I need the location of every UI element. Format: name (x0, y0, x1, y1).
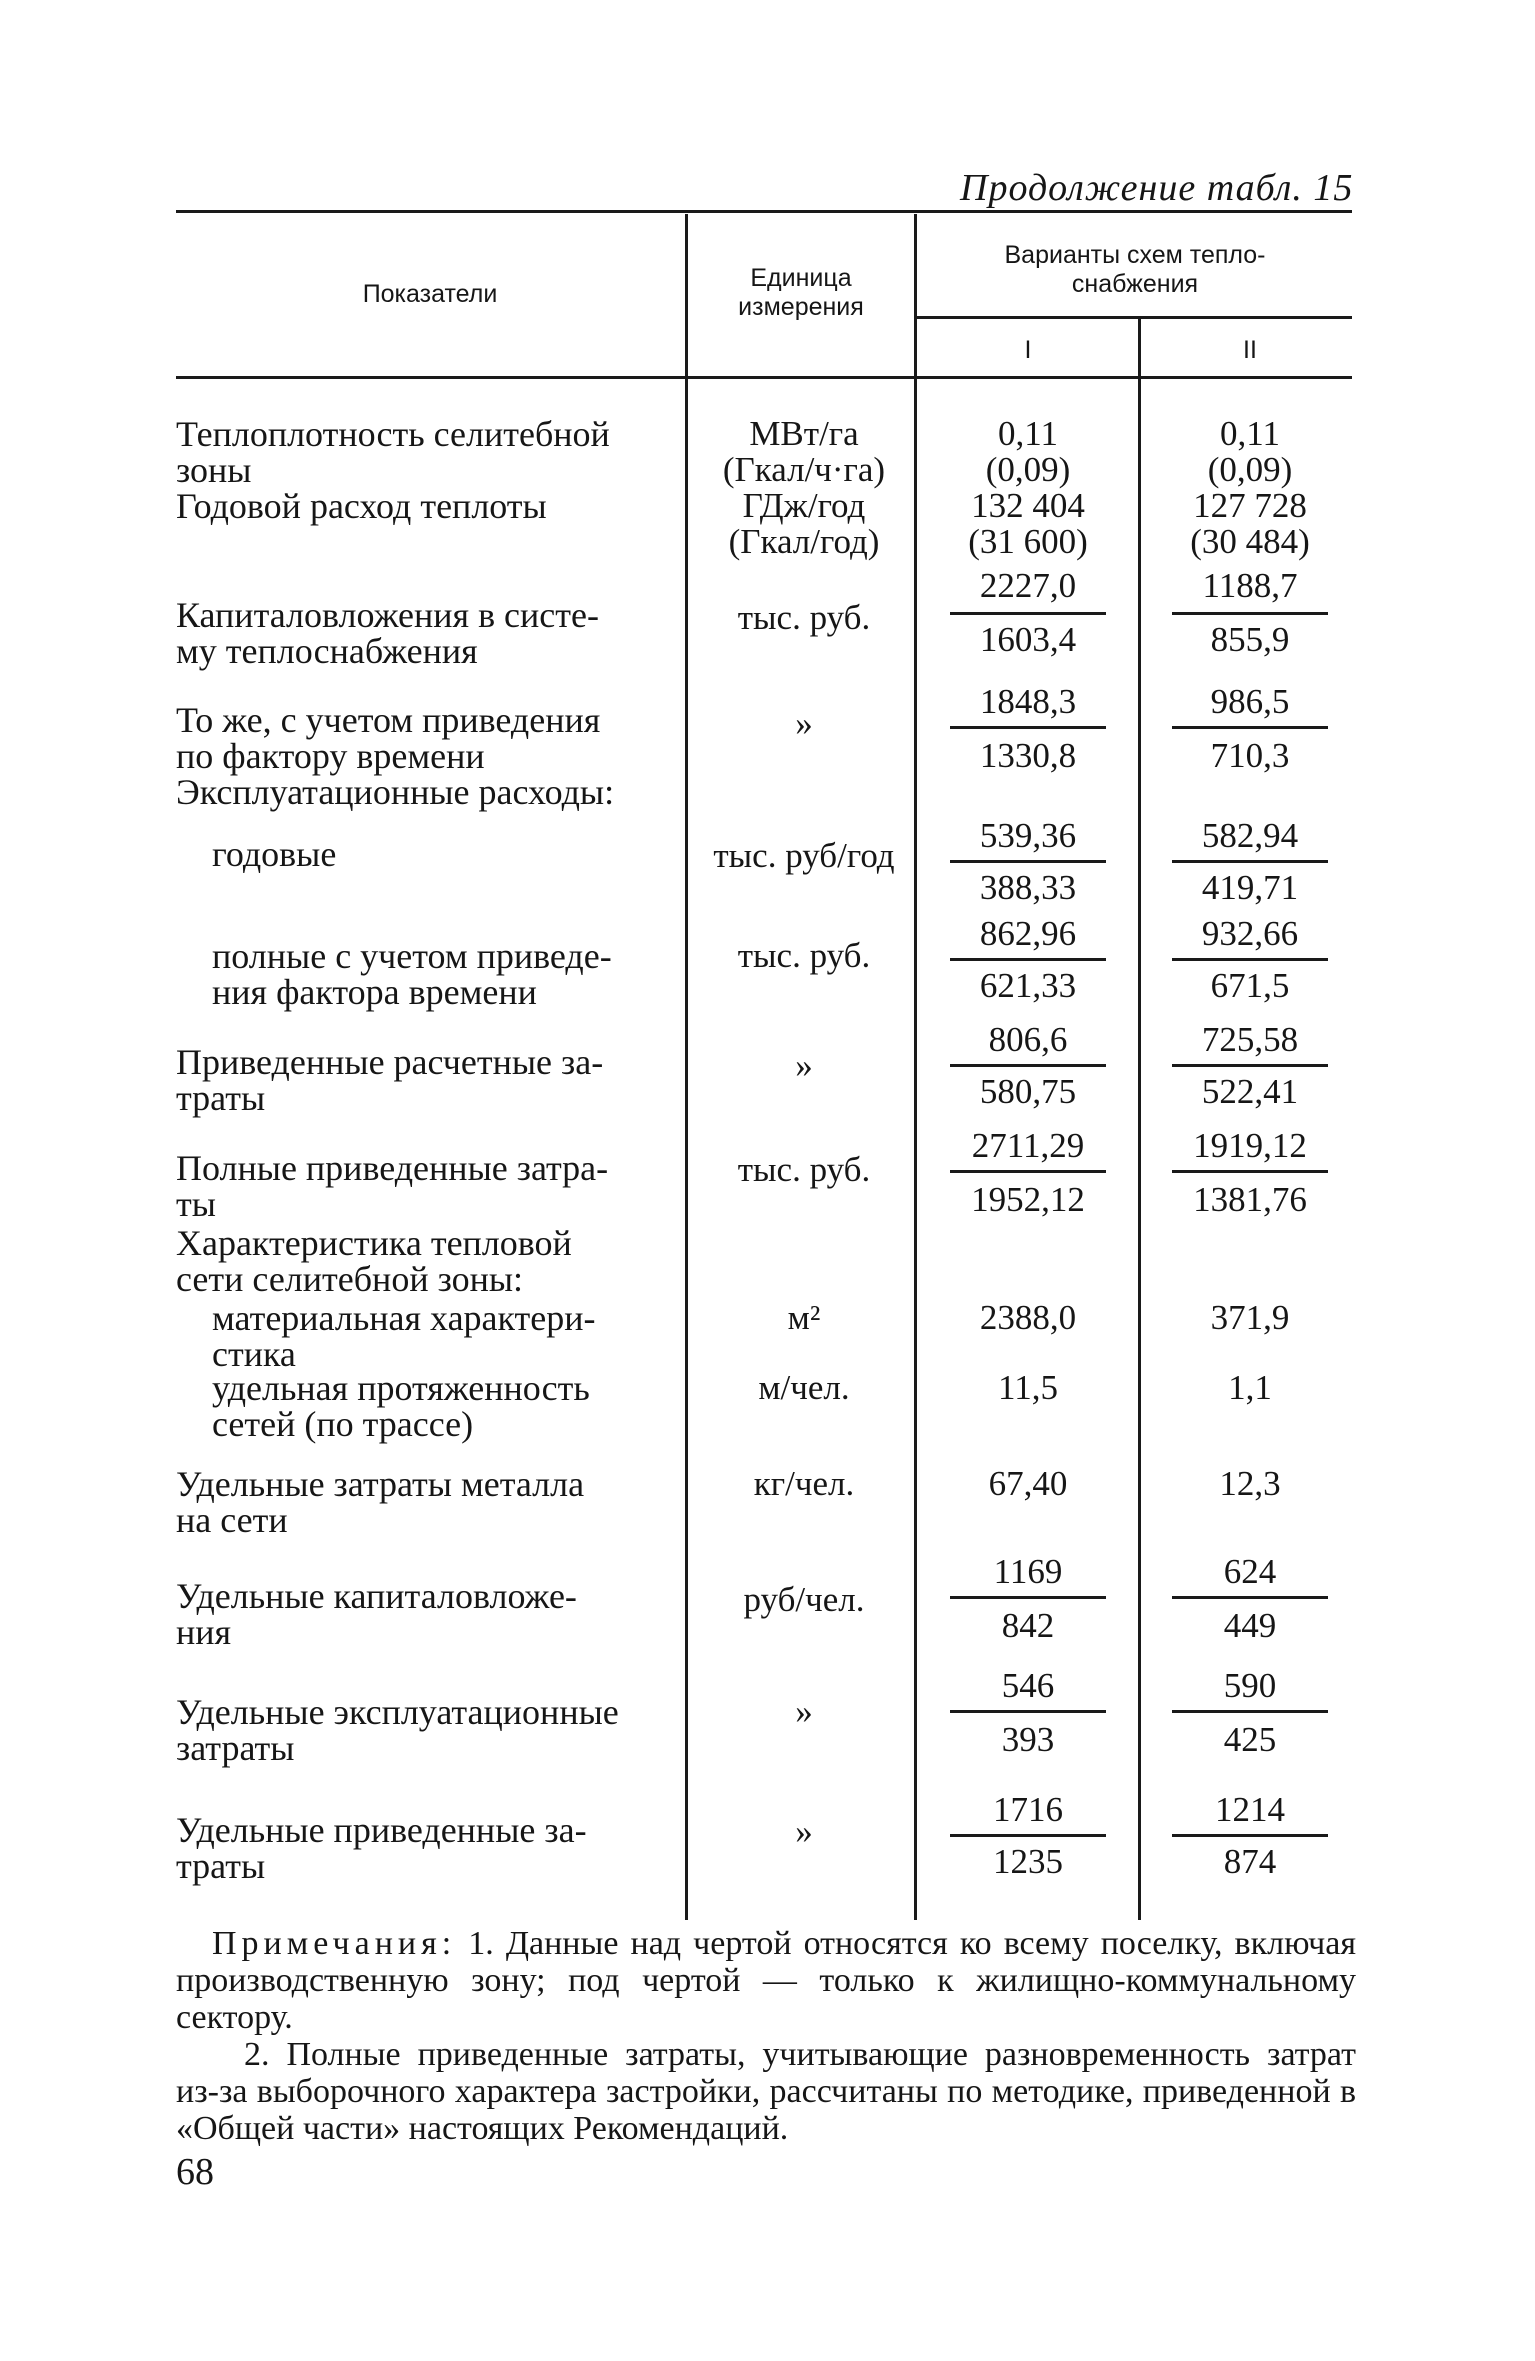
fraction-bar (950, 860, 1106, 863)
row-unit: тыс. руб. (737, 1150, 871, 1189)
row-label: Годовой расход теплоты (176, 486, 547, 526)
fraction-top-variant-1: 2711,29 (971, 1126, 1085, 1165)
row-label: Полные приведенные затра- ты (176, 1148, 609, 1224)
row-unit: м/чел. (758, 1368, 850, 1407)
fraction-bottom-variant-2: 710,3 (1210, 736, 1290, 775)
fraction-bottom-variant-1: 1952,12 (971, 1180, 1085, 1219)
notes-prefix: Примечания: (212, 1925, 457, 1962)
header-indicators: Показатели (362, 280, 498, 308)
row-value-variant-1: 2388,0 (979, 1298, 1077, 1337)
header-variants: Варианты схем тепло-снабжения (1004, 241, 1266, 298)
row-unit: руб/чел. (743, 1580, 865, 1619)
fraction-top-variant-1: 1848,3 (979, 682, 1077, 721)
header-variant-2: II (1243, 336, 1257, 364)
fraction-bar (1172, 1710, 1328, 1713)
fraction-top-variant-2: 1919,12 (1193, 1126, 1307, 1165)
fraction-bar (1172, 1834, 1328, 1837)
header-variant-1: I (1024, 336, 1032, 364)
row-unit: тыс. руб. (737, 936, 871, 975)
fraction-top-variant-2: 1188,7 (1202, 566, 1298, 605)
fraction-bar (1172, 1596, 1328, 1599)
fraction-bar (950, 1710, 1106, 1713)
row-label: Удельные капиталовложе- ния (176, 1576, 577, 1652)
fraction-top-variant-1: 2227,0 (979, 566, 1077, 605)
fraction-bottom-variant-1: 842 (1001, 1606, 1055, 1645)
fraction-bar (1172, 612, 1328, 615)
row-value-variant-1: 0,11 (0,09) (985, 414, 1071, 489)
row-group-label: Характеристика тепловой сети селитебной зоны: (176, 1223, 572, 1299)
variants-header-rule (916, 316, 1352, 319)
fraction-bottom-variant-2: 1381,76 (1193, 1180, 1307, 1219)
fraction-bottom-variant-2: 449 (1223, 1606, 1277, 1645)
fraction-bottom-variant-1: 1330,8 (979, 736, 1077, 775)
fraction-bar (950, 1834, 1106, 1837)
row-unit: м² (787, 1298, 821, 1337)
fraction-bottom-variant-2: 419,71 (1201, 868, 1299, 907)
fraction-bottom-variant-2: 425 (1223, 1720, 1277, 1759)
fraction-top-variant-2: 1214 (1215, 1790, 1285, 1829)
fraction-top-variant-1: 806,6 (988, 1020, 1068, 1059)
note-1-text: 1. Данные над чертой относятся ко всему поселку, включая производственную зону; под чертой — только к жилищно-коммунальному сектору. (176, 1925, 1357, 2036)
row-label: полные с учетом приведе- ния фактора времени (212, 936, 612, 1012)
column-divider-label-unit (685, 214, 688, 1920)
row-label: Капиталовложения в систе- му теплоснабжения (176, 595, 599, 671)
fraction-bottom-variant-2: 874 (1223, 1842, 1277, 1881)
fraction-top-variant-2: 932,66 (1201, 914, 1299, 953)
fraction-bar (1172, 1064, 1328, 1067)
row-label: удельная протяженность сетей (по трассе) (212, 1368, 590, 1444)
table-continuation-title: Продолжение табл. 15 (960, 167, 1354, 209)
fraction-top-variant-1: 1716 (993, 1790, 1063, 1829)
fraction-bottom-variant-1: 580,75 (979, 1072, 1077, 1111)
row-unit: ГДж/год (Гкал/год) (728, 486, 880, 561)
fraction-top-variant-2: 582,94 (1201, 816, 1299, 855)
fraction-bar (1172, 860, 1328, 863)
row-label: Теплоплотность селитебной зоны (176, 414, 610, 490)
row-unit: » (795, 1812, 813, 1851)
row-unit: МВт/га (Гкал/ч·га) (722, 414, 886, 489)
table-notes (176, 1925, 1356, 2147)
fraction-bottom-variant-2: 522,41 (1201, 1072, 1299, 1111)
row-value-variant-1: 132 404 (31 600) (968, 486, 1088, 561)
fraction-bottom-variant-1: 388,33 (979, 868, 1077, 907)
fraction-bar (1172, 726, 1328, 729)
row-value-variant-2: 1,1 (1228, 1368, 1272, 1407)
page-number: 68 (176, 2151, 214, 2193)
fraction-bottom-variant-1: 621,33 (979, 966, 1077, 1005)
row-unit: » (795, 1692, 813, 1731)
header-bottom-rule (176, 376, 1352, 379)
row-label: Приведенные расчетные за- траты (176, 1042, 604, 1118)
row-unit: » (795, 704, 813, 743)
row-label: Удельные эксплуатационные затраты (176, 1692, 619, 1768)
fraction-top-variant-2: 986,5 (1210, 682, 1290, 721)
row-unit: » (795, 1046, 813, 1085)
fraction-bar (950, 958, 1106, 961)
row-group-label: Эксплуатационные расходы: (176, 772, 615, 812)
fraction-bottom-variant-2: 855,9 (1210, 620, 1290, 659)
row-value-variant-2: 371,9 (1210, 1298, 1290, 1337)
row-value-variant-1: 11,5 (998, 1368, 1058, 1407)
row-label: Удельные затраты металла на сети (176, 1464, 585, 1540)
row-label: Удельные приведенные за- траты (176, 1810, 587, 1886)
fraction-bottom-variant-1: 1235 (993, 1842, 1063, 1881)
row-value-variant-2: 12,3 (1219, 1464, 1281, 1503)
fraction-top-variant-2: 590 (1223, 1666, 1277, 1705)
fraction-top-variant-1: 539,36 (979, 816, 1077, 855)
fraction-top-variant-2: 725,58 (1201, 1020, 1299, 1059)
fraction-top-variant-1: 546 (1001, 1666, 1055, 1705)
row-value-variant-1: 67,40 (988, 1464, 1068, 1503)
fraction-bar (950, 726, 1106, 729)
row-label: То же, с учетом приведения по фактору времени (176, 700, 601, 776)
fraction-bar (1172, 1170, 1328, 1173)
row-label: годовые (212, 834, 337, 874)
row-unit: тыс. руб/год (713, 836, 895, 875)
row-value-variant-2: 127 728 (30 484) (1190, 486, 1310, 561)
header-unit: Единица измерения (738, 264, 864, 321)
fraction-bar (1172, 958, 1328, 961)
row-label: материальная характери- стика (212, 1298, 596, 1374)
fraction-bottom-variant-1: 1603,4 (979, 620, 1077, 659)
fraction-bottom-variant-2: 671,5 (1210, 966, 1290, 1005)
row-unit: тыс. руб. (737, 598, 871, 637)
fraction-bar (950, 1064, 1106, 1067)
column-divider-variants (1138, 318, 1141, 1920)
fraction-bottom-variant-1: 393 (1001, 1720, 1055, 1759)
fraction-top-variant-1: 1169 (993, 1552, 1063, 1591)
note-2 (176, 2036, 1356, 2147)
fraction-bar (950, 1596, 1106, 1599)
note-1 (176, 1925, 1356, 2036)
fraction-bar (950, 1170, 1106, 1173)
fraction-bar (950, 612, 1106, 615)
fraction-top-variant-2: 624 (1223, 1552, 1277, 1591)
row-unit: кг/чел. (753, 1464, 855, 1503)
fraction-top-variant-1: 862,96 (979, 914, 1077, 953)
note-2-text: 2. Полные приведенные затраты, учитывающие разновременность затрат из-за выборочного характера застройки, рассчитаны по методике, приведенной в «Общей части» настоящих Рекомендаций. (176, 2036, 1356, 2147)
table-top-rule (176, 210, 1352, 213)
row-value-variant-2: 0,11 (0,09) (1207, 414, 1293, 489)
